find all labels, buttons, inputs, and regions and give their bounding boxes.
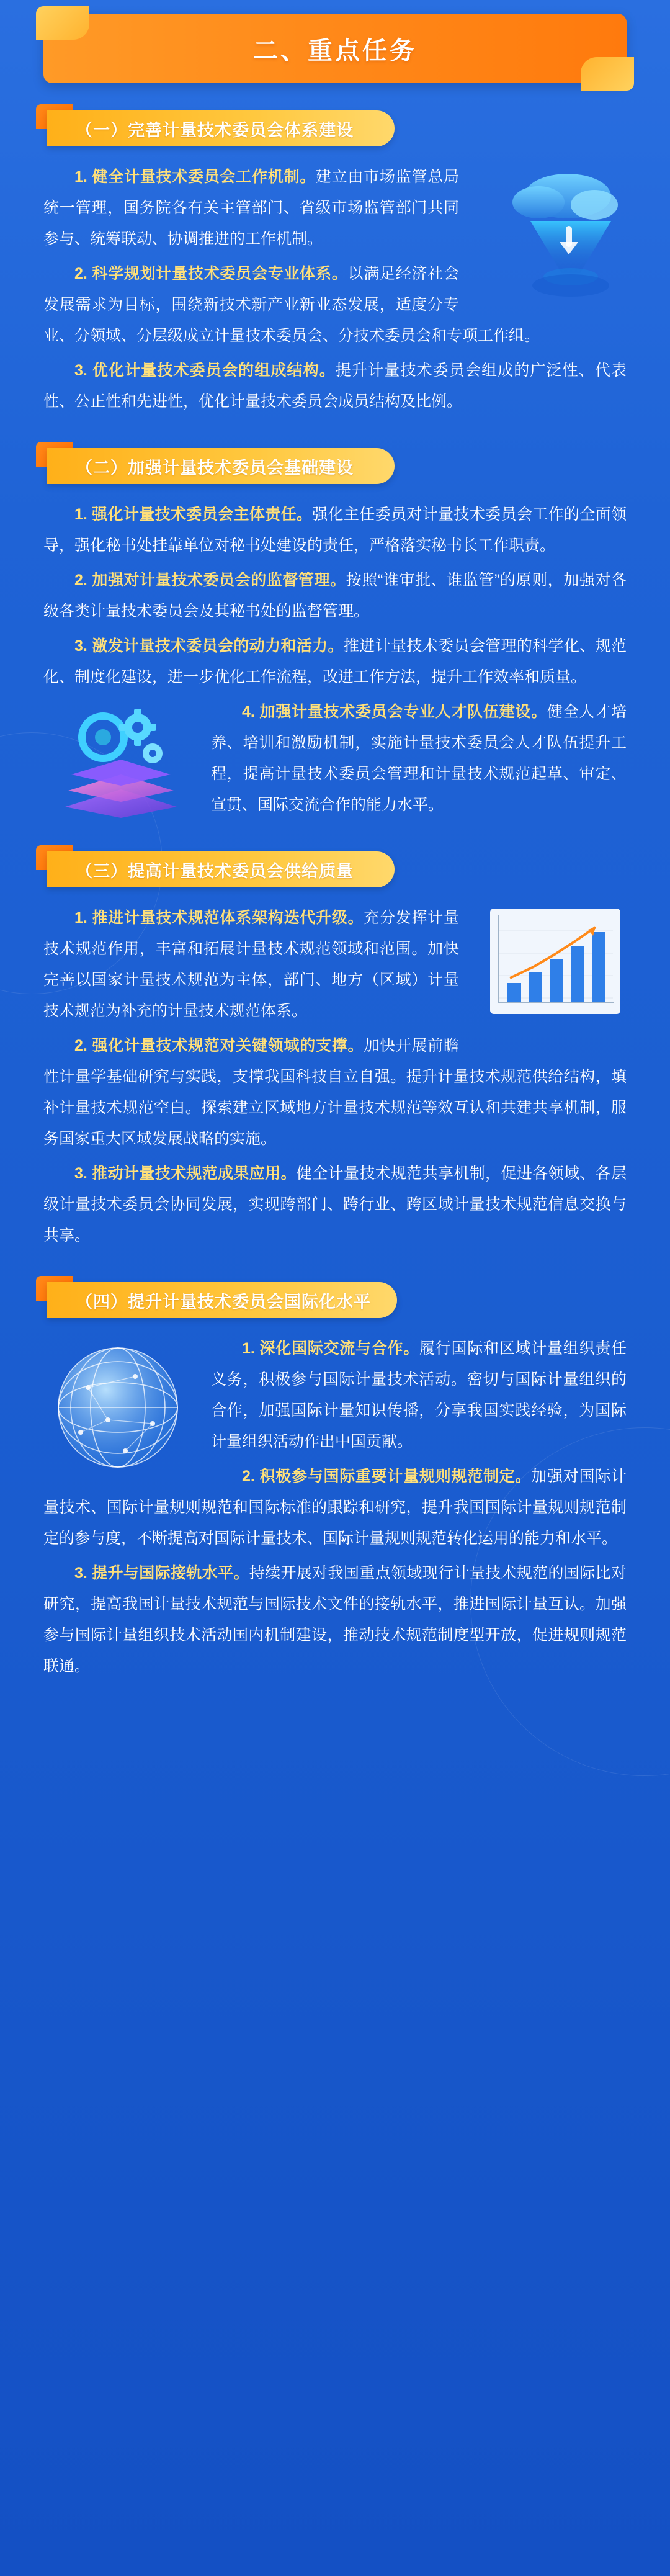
cloud-funnel-icon bbox=[471, 161, 627, 308]
paragraph-lead: 2. 加强对计量技术委员会的监督管理。 bbox=[74, 572, 346, 589]
paragraph bbox=[43, 631, 627, 693]
section-4-heading-label: （四）提升计量技术委员会国际化水平 bbox=[76, 1292, 371, 1311]
paragraph-lead: 1. 强化计量技术委员会主体责任。 bbox=[74, 506, 313, 523]
paragraph bbox=[43, 1030, 627, 1154]
paragraph-text: 以满足经济社会发展需求为目标，围绕新技术新产业新业态发展，适度分专业、分领域、分层级成立计量技术委员会、分技术委员会和专项工作组。 bbox=[43, 265, 540, 344]
paragraph-text: 强化主任委员对计量技术委员会工作的全面领导，强化秘书处挂靠单位对秘书处建设的责任，严格落实秘书长工作职责。 bbox=[43, 506, 627, 554]
section-4-heading bbox=[47, 1282, 397, 1318]
paragraph-lead: 2. 强化计量技术规范对关键领域的支撑。 bbox=[74, 1037, 364, 1054]
section-2-heading-label: （二）加强计量技术委员会基础建设 bbox=[76, 458, 354, 477]
paragraph-text: 健全人才培养、培训和激励机制，实施计量技术委员会人才队伍提升工程，提高计量技术委员会管理和计量技术规范起草、审定、宣贯、国际交流合作的能力水平。 bbox=[211, 703, 627, 814]
section-4-body bbox=[43, 1333, 627, 1685]
section-1-body bbox=[43, 161, 627, 421]
paragraph-lead: 3. 提升与国际接轨水平。 bbox=[74, 1564, 249, 1582]
paragraph-text: 提升计量技术委员会组成的广泛性、代表性、公正性和先进性，优化计量技术委员会成员结构及比例。 bbox=[43, 362, 627, 410]
paragraph-lead: 3. 优化计量技术委员会的组成结构。 bbox=[74, 362, 336, 379]
paragraph bbox=[43, 355, 627, 417]
paragraph-lead: 2. 科学规划计量技术委员会专业体系。 bbox=[74, 265, 348, 282]
section-4 bbox=[43, 1282, 627, 1685]
paragraph bbox=[43, 565, 627, 627]
paragraph-lead: 1. 深化国际交流与合作。 bbox=[242, 1340, 420, 1357]
paragraph-text: 持续开展对我国重点领域现行计量技术规范的国际比对研究，提高我国计量技术规范与国际技术文件的接轨水平，推进国际计量互认。加强参与国际计量组织技术活动国内机制建设，推动技术规范制度型开放，促进规则规范联通。 bbox=[43, 1564, 627, 1675]
section-2 bbox=[43, 448, 627, 824]
paragraph bbox=[43, 499, 627, 561]
section-3-body bbox=[43, 902, 627, 1255]
paragraph-lead: 4. 加强计量技术委员会专业人才队伍建设。 bbox=[242, 703, 547, 720]
paragraph-text: 充分发挥计量技术规范作用，丰富和拓展计量技术规范领域和范围。加快完善以国家计量技术规范为主体，部门、地方（区域）计量技术规范为补充的计量技术规范体系。 bbox=[43, 909, 459, 1020]
globe-network-icon bbox=[43, 1333, 199, 1488]
section-1-heading bbox=[47, 110, 395, 146]
paragraph-lead: 2. 积极参与国际重要计量规则规范制定。 bbox=[242, 1468, 532, 1485]
paragraph-text: 加强对国际计量技术、国际计量规则规范和国际标准的跟踪和研究，提升我国国际计量规则规范制定的参与度，不断提高对国际计量技术、国际计量规则规范转化运用的能力和水平。 bbox=[43, 1468, 627, 1547]
paragraph-text: 按照“谁审批、谁监管”的原则，加强对各级各类计量技术委员会及其秘书处的监督管理。 bbox=[43, 572, 627, 620]
page-title: 二、重点任务 bbox=[253, 37, 417, 65]
section-2-heading bbox=[47, 448, 395, 484]
bar-chart-icon bbox=[471, 902, 627, 1049]
paragraph bbox=[43, 1558, 627, 1682]
section-1-heading-label: （一）完善计量技术委员会体系建设 bbox=[76, 120, 354, 140]
paragraph-text: 履行国际和区域计量组织责任义务，积极参与国际计量技术活动。密切与国际计量组织的合作，加强国际计量知识传播，分享我国实践经验，为国际计量组织活动作出中国贡献。 bbox=[211, 1340, 627, 1450]
paragraph-text: 推进计量技术委员会管理的科学化、规范化、制度化建设，进一步优化工作流程，改进工作方法，提升工作效率和质量。 bbox=[43, 637, 627, 686]
paragraph-text: 健全计量技术规范共享机制，促进各领域、各层级计量技术委员会协同发展，实现跨部门、跨行业、跨区域计量技术规范信息交换与共享。 bbox=[43, 1165, 627, 1244]
paragraph-lead: 3. 推动计量技术规范成果应用。 bbox=[74, 1165, 297, 1182]
section-3 bbox=[43, 851, 627, 1255]
paragraph-lead: 3. 激发计量技术委员会的动力和活力。 bbox=[74, 637, 344, 655]
paragraph-lead: 1. 健全计量技术委员会工作机制。 bbox=[74, 168, 316, 186]
banner-corner-left-icon bbox=[36, 6, 89, 40]
paragraph-text: 建立由市场监管总局统一管理，国务院各有关主管部门、省级市场监管部门共同参与、统筹联动、协调推进的工作机制。 bbox=[43, 168, 459, 248]
section-1 bbox=[43, 110, 627, 421]
section-3-heading-label: （三）提高计量技术委员会供给质量 bbox=[76, 861, 354, 881]
paragraph-text: 加快开展前瞻性计量学基础研究与实践，支撑我国科技自立自强。提升计量技术规范供给结构，填补计量技术规范空白。探索建立区域地方计量技术规范等效互认和共建共享机制，服务国家重大区域发展战略的实施。 bbox=[43, 1037, 627, 1147]
section-3-heading bbox=[47, 851, 395, 887]
banner-corner-right-icon bbox=[581, 57, 634, 91]
main-title-banner bbox=[43, 14, 627, 83]
paragraph-lead: 1. 推进计量技术规范体系架构迭代升级。 bbox=[74, 909, 364, 927]
section-2-body bbox=[43, 499, 627, 824]
gear-layers-icon bbox=[43, 696, 199, 820]
paragraph bbox=[43, 1158, 627, 1251]
